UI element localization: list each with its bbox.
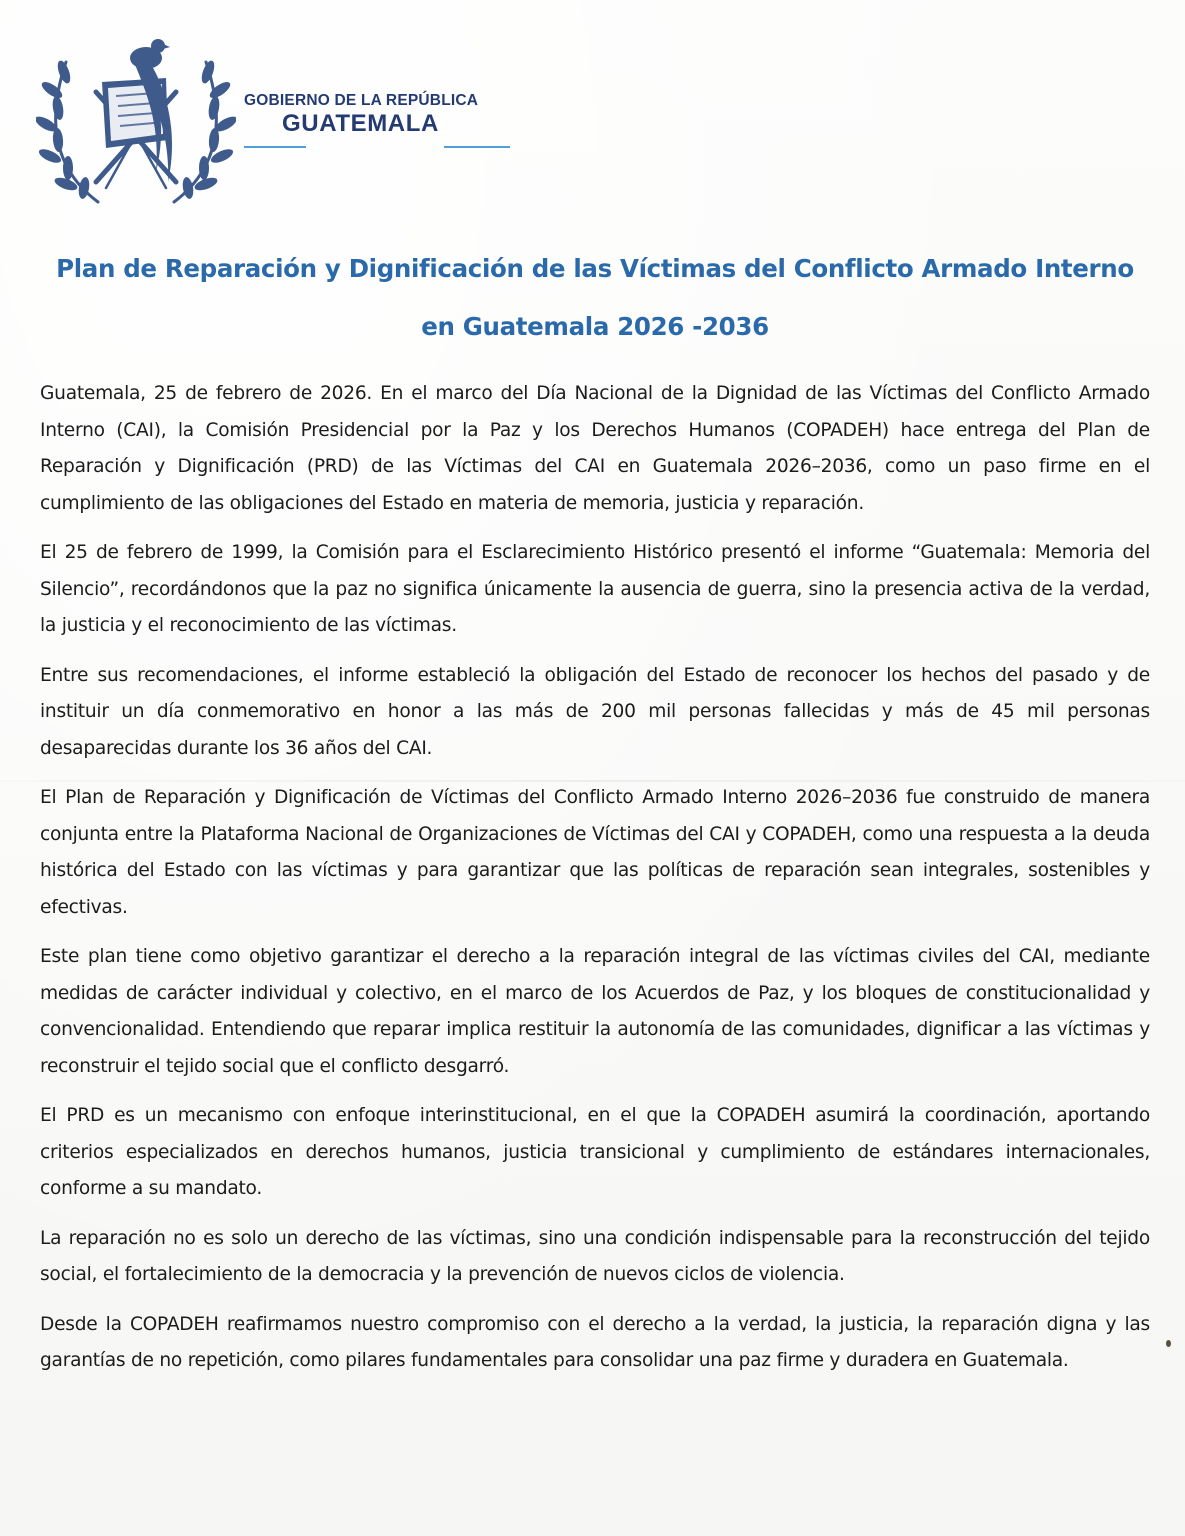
paragraph-3: Entre sus recomendaciones, el informe estableció la obligación del Estado de reconocer los hechos del pasado y de instituir un día conmemorativo en honor a las más de 200 mil personas fallecidas y más de 45 mil personas desaparecidas durante los 36 años del CAI. xyxy=(40,664,1150,759)
letterhead xyxy=(30,22,550,212)
country-name: GUATEMALA xyxy=(282,110,439,137)
paragraph-4: El Plan de Reparación y Dignificación de Víctimas del Conflicto Armado Interno 2026–2036 fue construido de manera conjunta entre la Plataforma Nacional de Organizaciones de Víctimas del CAI y COPADEH, como una respuesta a la deuda histórica del Estado con las víctimas y para garantizar que las políticas de reparación sean integrales, sostenibles y efectivas. xyxy=(40,787,1150,918)
paragraph-8: Desde la COPADEH reafirmamos nuestro compromiso con el derecho a la verdad, la justicia, la reparación digna y las garantías de no repetición, como pilares fundamentales para consolidar una paz firme y duradera en Guatemala. xyxy=(40,1313,1150,1371)
document-body xyxy=(40,376,1150,1393)
title-line-1: Plan de Reparación y Dignificación de las Víctimas del Conflicto Armado Interno xyxy=(56,254,1134,283)
paper-mark xyxy=(1166,1340,1171,1347)
document-title xyxy=(40,240,1150,356)
paragraph-2: El 25 de febrero de 1999, la Comisión para el Esclarecimiento Histórico presentó el informe “Guatemala: Memoria del Silencio”, recordándonos que la paz no significa únicamente la ausencia de guerra, sino la presencia activa de la verdad, la justicia y el reconocimiento de las víctimas. xyxy=(40,542,1150,636)
title-line-2: en Guatemala 2026 -2036 xyxy=(421,312,769,341)
decorative-rule xyxy=(244,146,306,148)
paragraph-1: Guatemala, 25 de febrero de 2026. En el marco del Día Nacional de la Dignidad de las Víctimas del Conflicto Armado Interno (CAI), la Comisión Presidencial por la Paz y los Derechos Humanos (COPADEH) hace entrega del Plan de Reparación y Dignificación (PRD) de las Víctimas del CAI en Guatemala 2026–2036, como un paso firme en el cumplimiento de las obligaciones del Estado en materia de memoria, justicia y reparación. xyxy=(40,383,1150,514)
paragraph-6: El PRD es un mecanismo con enfoque interinstitucional, en el que la COPADEH asumirá la coordinación, aportando criterios especializados en derechos humanos, justicia transicional y cumplimiento de estándares internacionales, conforme a su mandato. xyxy=(40,1105,1150,1199)
paragraph-5: Este plan tiene como objetivo garantizar el derecho a la reparación integral de las víctimas civiles del CAI, mediante medidas de carácter individual y colectivo, en el marco de los Acuerdos de Paz, y los bloques de constitucionalidad y convencionalidad. Entendiendo que reparar implica restituir la autonomía de las comunidades, dignificar a las víctimas y reconstruir el tejido social que el conflicto desgarró. xyxy=(40,946,1150,1077)
decorative-rule xyxy=(444,146,510,148)
government-name: GOBIERNO DE LA REPÚBLICA xyxy=(244,92,479,109)
coat-of-arms-icon xyxy=(36,32,236,212)
paragraph-7: La reparación no es solo un derecho de las víctimas, sino una condición indispensable para la reconstrucción del tejido social, el fortalecimiento de la democracia y la prevención de nuevos ciclos de violencia. xyxy=(40,1227,1150,1285)
